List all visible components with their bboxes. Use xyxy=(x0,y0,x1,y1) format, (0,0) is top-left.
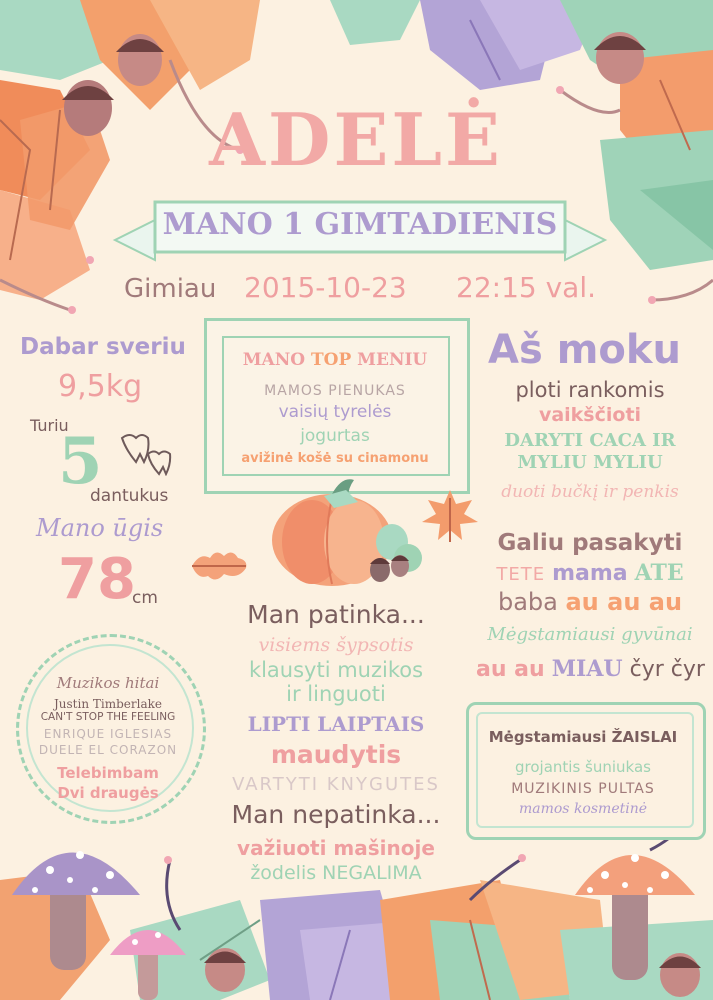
birth-time: 22:15 val. xyxy=(456,271,596,304)
like-item: LIPTI LAIPTAIS xyxy=(247,712,425,736)
maple-leaf-icon xyxy=(420,488,480,544)
toy-item: grojantis šuniukas xyxy=(515,758,651,776)
teeth-have-label: Turiu xyxy=(30,416,69,435)
menu-title xyxy=(226,352,444,369)
toys-title: Mėgstamiausi ŽAISLAI xyxy=(488,728,678,746)
word-mama: mama xyxy=(552,561,628,586)
menu-title-part-c: MENIU xyxy=(351,350,428,370)
like-item: ir linguoti xyxy=(286,682,386,706)
pumpkin-icon xyxy=(262,472,442,592)
menu-title-part-a: MANO xyxy=(242,350,311,370)
word-au-au-au: au au au xyxy=(565,588,683,616)
menu-item: MAMOS PIENUKAS xyxy=(264,383,406,399)
like-item: klausyti muzikos xyxy=(248,658,424,682)
music-item: ENRIQUE IGLESIAS xyxy=(43,727,173,741)
weight-value: 9,5kg xyxy=(58,369,143,404)
can-say-title: Galiu pasakyti xyxy=(497,530,683,556)
skills-title: Aš moku xyxy=(488,327,681,373)
like-item: maudytis xyxy=(270,740,402,769)
baby-name: ADELĖ xyxy=(209,97,503,182)
like-item: VARTYTI KNYGUTES xyxy=(232,774,440,795)
menu-title-part-b: TOP xyxy=(311,350,352,370)
music-item: CAN'T STOP THE FEELING xyxy=(40,711,176,723)
music-title: Muzikos hitai xyxy=(56,674,160,692)
tooth-icon xyxy=(118,432,174,476)
toy-item: MUZIKINIS PULTAS xyxy=(511,781,655,797)
word-baba: baba xyxy=(497,588,558,616)
teeth-count: 5 xyxy=(58,424,103,499)
skill-item: vaikščioti xyxy=(538,404,642,426)
animal-au-au: au au xyxy=(476,657,545,682)
birth-date: 2015-10-23 xyxy=(244,271,407,304)
animals-title: Mėgstamiausi gyvūnai xyxy=(487,624,693,645)
animals-row xyxy=(476,658,704,681)
animal-cyr-cyr: čyr čyr xyxy=(629,657,705,682)
can-say-row-2 xyxy=(480,590,700,614)
likes-title: Man patinka... xyxy=(247,600,425,629)
skill-item: ploti rankomis xyxy=(515,378,665,402)
height-label: Mano ūgis xyxy=(36,514,164,542)
menu-item: avižinė košė su cinamonu xyxy=(241,451,429,466)
like-item: visiems šypsotis xyxy=(258,634,414,656)
weight-label: Dabar sveriu xyxy=(20,334,186,360)
birth-label: Gimiau xyxy=(124,274,217,304)
word-ate: ATE xyxy=(634,560,684,586)
height-value: 78 xyxy=(58,547,136,612)
music-item: DUELE EL CORAZON xyxy=(38,743,178,757)
toy-item: mamos kosmetinė xyxy=(518,801,648,817)
skill-item: MYLIU MYLIU xyxy=(517,452,663,473)
skill-item: duoti bučkį ir penkis xyxy=(501,482,679,502)
dislike-item: važiuoti mašinoje xyxy=(237,836,435,860)
banner-title: MANO 1 GIMTADIENIS xyxy=(162,207,558,242)
menu-item: vaisių tyrelės xyxy=(278,402,392,422)
menu-item: jogurtas xyxy=(300,426,370,446)
oak-leaf-icon xyxy=(188,546,252,586)
teeth-unit: dantukus xyxy=(90,486,169,506)
can-say-row-1 xyxy=(480,562,700,585)
music-item: Dvi draugės xyxy=(57,784,159,802)
word-tete: TETE xyxy=(496,564,546,585)
dislike-item: žodelis NEGALIMA xyxy=(250,862,422,884)
height-unit: cm xyxy=(132,588,158,608)
music-item: Justin Timberlake xyxy=(53,697,162,711)
skill-item: DARYTI CACA IR xyxy=(504,430,676,451)
music-item: Telebimbam xyxy=(57,764,159,782)
animal-miau: MIAU xyxy=(551,656,623,682)
dislikes-title: Man nepatinka... xyxy=(231,800,441,829)
